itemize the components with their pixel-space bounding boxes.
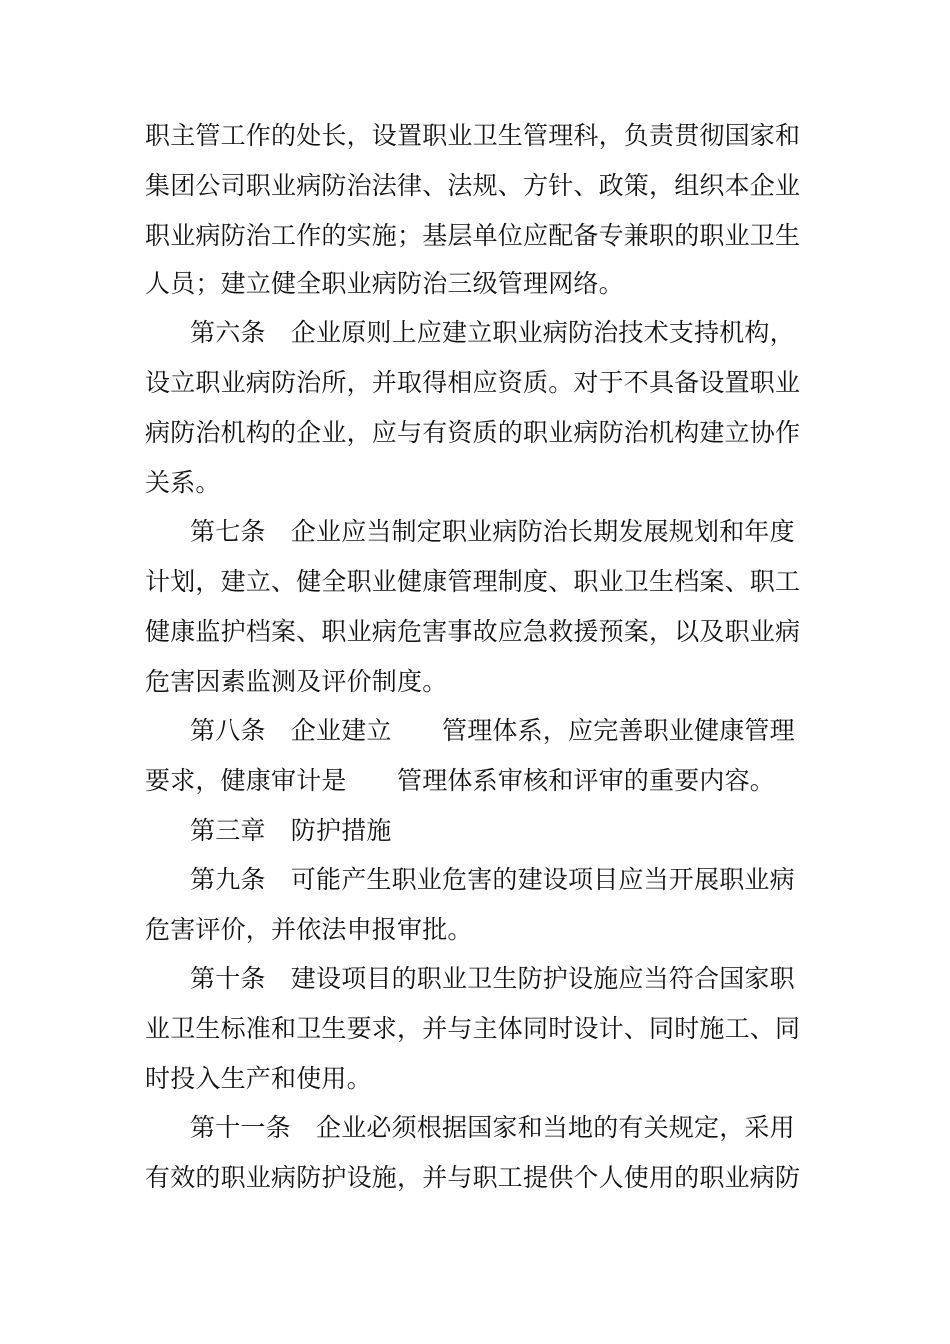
text-line: 设立职业病防治所，并取得相应资质。对于不具备设置职业	[145, 368, 801, 397]
article-10-heading-line: 第十条 建设项目的职业卫生防护设施应当符合国家职	[190, 964, 795, 993]
text-line: 职业病防治工作的实施；基层单位应配备专兼职的职业卫生	[145, 221, 801, 250]
chapter-3-heading: 第三章 防护措施	[190, 816, 392, 845]
text-line: 人员；建立健全职业病防治三级管理网络。	[145, 269, 624, 298]
text-line: 时投入生产和使用。	[145, 1064, 372, 1093]
text-line: 危害评价，并依法申报审批。	[145, 915, 473, 944]
article-6-heading-line: 第六条 企业原则上应建立职业病防治技术支持机构，	[190, 318, 795, 347]
text-line: 业卫生标准和卫生要求，并与主体同时设计、同时施工、同	[145, 1014, 801, 1043]
text-line: 健康监护档案、职业病危害事故应急救援预案，以及职业病	[145, 617, 801, 646]
text-line: 要求，健康审计是 管理体系审核和评审的重要内容。	[145, 766, 776, 795]
text-line: 集团公司职业病防治法律、法规、方针、政策，组织本企业	[145, 171, 801, 200]
text-line: 计划，建立、健全职业健康管理制度、职业卫生档案、职工	[145, 567, 801, 596]
text-line: 有效的职业病防护设施，并与职工提供个人使用的职业病防	[145, 1163, 801, 1192]
text-line: 职主管工作的处长，设置职业卫生管理科，负责贯彻国家和	[145, 121, 801, 150]
text-line: 病防治机构的企业，应与有资质的职业病防治机构建立协作	[145, 418, 801, 447]
article-8-heading-line: 第八条 企业建立 管理体系，应完善职业健康管理	[190, 716, 795, 745]
text-line: 关系。	[145, 468, 221, 497]
article-9-heading-line: 第九条 可能产生职业危害的建设项目应当开展职业病	[190, 865, 795, 894]
article-7-heading-line: 第七条 企业应当制定职业病防治长期发展规划和年度	[190, 517, 795, 546]
text-line: 危害因素监测及评价制度。	[145, 667, 448, 696]
article-11-heading-line: 第十一条 企业必须根据国家和当地的有关规定，采用	[190, 1113, 795, 1142]
